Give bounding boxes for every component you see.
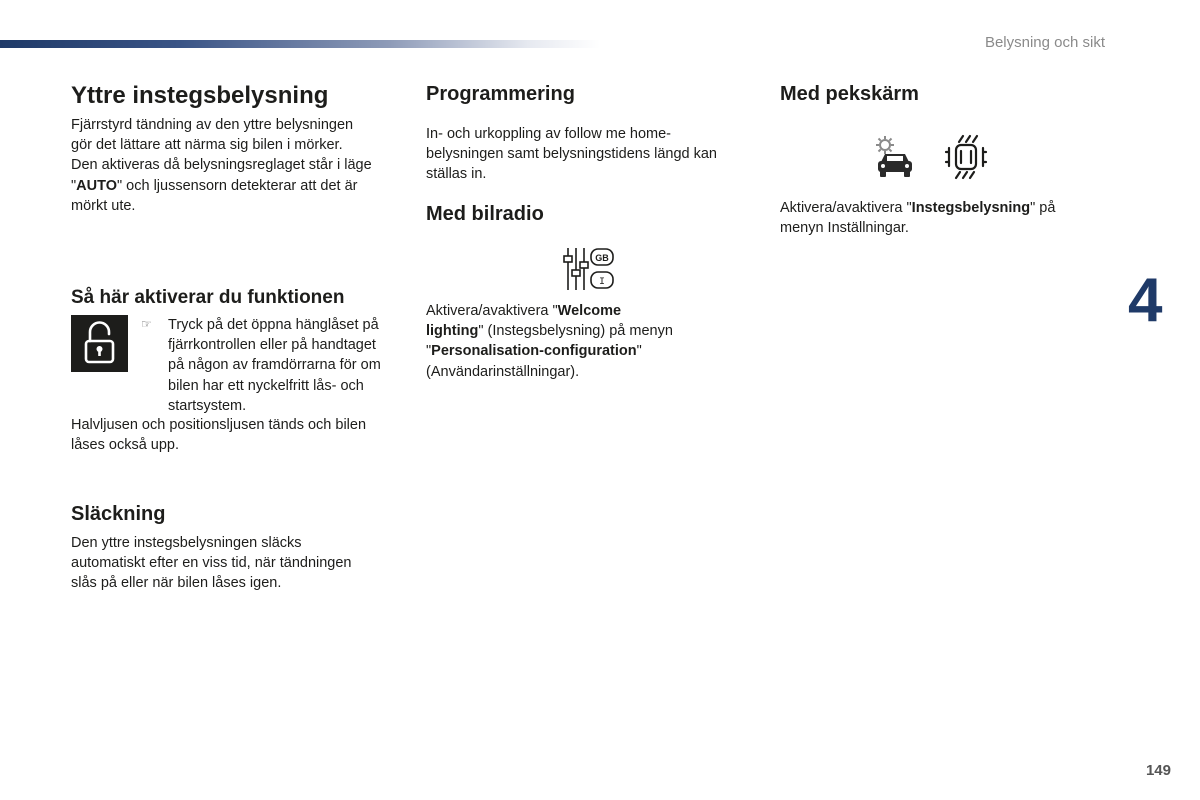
touch-text: " på (1030, 200, 1056, 216)
personalisation-keyword: Personalisation-configuration (431, 343, 637, 360)
prog-line: In- och urkoppling av follow me home- (426, 126, 672, 142)
chapter-number: 4 (1128, 266, 1163, 335)
intro-quote: " (71, 177, 77, 194)
open-padlock-icon (71, 315, 128, 372)
page-title: Yttre instegsbelysning (71, 82, 329, 109)
switch-off-heading: Släckning (71, 503, 166, 525)
badge-bottom-label: I (598, 277, 606, 288)
touch-text: Aktivera/avaktivera " (780, 200, 912, 216)
radio-text: " (426, 343, 432, 360)
intro-line: mörkt ute. (71, 197, 136, 214)
bullet-line: startsystem. (168, 397, 247, 414)
switch-off-paragraph (71, 533, 352, 594)
instegsbelysning-keyword: Instegsbelysning (911, 200, 1031, 216)
after-line: låses också upp. (71, 437, 180, 454)
intro-line: gör det lättare att närma sig bilen i mörker. (71, 137, 343, 154)
exterior-lighting-icon (943, 134, 989, 185)
car-radio-heading: Med bilradio (426, 203, 544, 225)
welcome-keyword: Welcome (557, 303, 622, 319)
page-number: 149 (1145, 762, 1171, 779)
off-line: slås på eller när bilen låses igen. (71, 575, 282, 592)
prog-line: ställas in. (426, 166, 487, 183)
car-settings-icon (872, 134, 918, 185)
header-gradient-bar (0, 40, 600, 48)
intro-line: Fjärrstyrd tändning av den yttre belysningen (71, 117, 354, 133)
off-line: Den yttre instegsbelysningen släcks (71, 535, 302, 551)
section-name: Belysning och sikt (984, 34, 1105, 51)
bullet-paragraph (168, 315, 408, 416)
badge-top-label: GB (595, 253, 609, 263)
auto-keyword: AUTO (76, 177, 117, 194)
bullet-line: fjärrkontrollen eller på handtaget (168, 337, 376, 354)
car-radio-paragraph (426, 301, 716, 382)
touch-text: menyn Inställningar. (780, 220, 909, 237)
radio-text: " (636, 343, 642, 360)
lighting-keyword: lighting (426, 323, 479, 340)
bullet-line: bilen har ett nyckelfritt lås- och (168, 377, 364, 394)
programming-heading: Programmering (426, 83, 575, 105)
after-activation-paragraph (71, 415, 366, 455)
prog-line: belysningen samt belysningstidens längd kan (426, 146, 717, 163)
off-line: automatiskt efter en viss tid, när tändningen (71, 555, 352, 572)
touchscreen-heading: Med pekskärm (780, 83, 919, 105)
pointer-hand-icon: ☞ (141, 317, 152, 331)
bullet-line: på någon av framdörrarna för om (168, 357, 381, 374)
intro-line: " och ljussensorn detekterar att det är (116, 177, 358, 194)
radio-text: " (Instegsbelysning) på menyn (478, 323, 673, 340)
programming-paragraph (426, 124, 717, 185)
after-line: Halvljusen och positionsljusen tänds och bilen (71, 417, 367, 433)
intro-line: Den aktiveras då belysningsreglaget står i läge (71, 157, 372, 174)
activate-heading: Så här aktiverar du funktionen (71, 287, 345, 308)
radio-text: Aktivera/avaktivera " (426, 303, 558, 319)
touchscreen-paragraph (780, 198, 1055, 238)
intro-paragraph (71, 115, 372, 216)
radio-text: (Användarinställningar). (426, 363, 580, 380)
settings-sliders-icon (562, 246, 616, 297)
bullet-line: Tryck på det öppna hänglåset på (168, 317, 379, 333)
